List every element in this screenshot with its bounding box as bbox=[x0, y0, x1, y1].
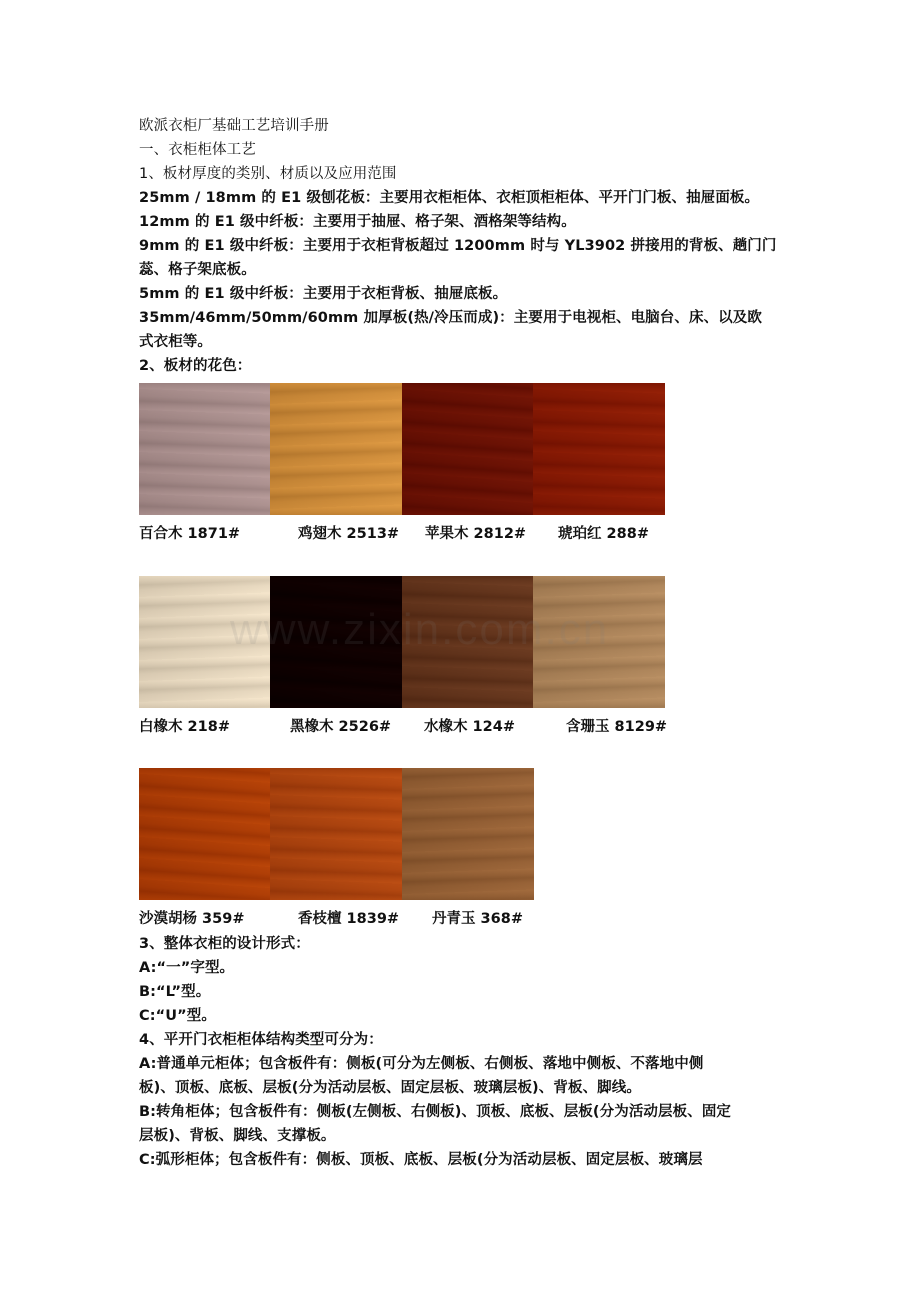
swatch-caption: 百合木 1871# bbox=[139, 526, 241, 542]
paragraph: A:普通单元柜体；包含板件有：侧板(可分为左侧板、右侧板、落地中侧板、不落地中侧 bbox=[139, 1056, 704, 1072]
swatch-caption: 沙漠胡杨 359# bbox=[139, 911, 245, 927]
paragraph: 35mm/46mm/50mm/60mm 加厚板(热/冷压而成)：主要用于电视柜、电脑台、床、以及欧 bbox=[139, 310, 762, 326]
paragraph: 板)、顶板、底板、层板(分为活动层板、固定层板、玻璃层板)、背板、脚线。 bbox=[139, 1080, 641, 1096]
watermark: www.zixin.com.cn bbox=[230, 605, 610, 654]
swatch-caption: 黑橡木 2526# bbox=[290, 719, 392, 735]
wood-swatch-image bbox=[533, 383, 665, 515]
paragraph: 5mm 的 E1 级中纤板：主要用于衣柜背板、抽屉底板。 bbox=[139, 286, 508, 302]
paragraph: 蕊、格子架底板。 bbox=[139, 262, 256, 278]
swatch-caption: 含珊玉 8129# bbox=[566, 719, 668, 735]
wood-swatch-image bbox=[139, 768, 271, 900]
swatch-caption: 鸡翅木 2513# bbox=[298, 526, 400, 542]
swatch-caption: 琥珀红 288# bbox=[558, 526, 649, 542]
swatch-caption: 水橡木 124# bbox=[424, 719, 515, 735]
list-item: C:“U”型。 bbox=[139, 1008, 216, 1024]
wood-swatch-image bbox=[402, 383, 534, 515]
wood-swatch-image bbox=[139, 383, 271, 515]
subsection-heading: 1、板材厚度的类别、材质以及应用范围 bbox=[139, 166, 397, 182]
swatch-caption: 苹果木 2812# bbox=[425, 526, 527, 542]
wood-swatch-image bbox=[270, 768, 402, 900]
paragraph: B:转角柜体；包含板件有：侧板(左侧板、右侧板)、顶板、底板、层板(分为活动层板、固定 bbox=[139, 1104, 732, 1120]
wood-swatch-image bbox=[402, 768, 534, 900]
paragraph: 层板)、背板、脚线、支撑板。 bbox=[139, 1128, 336, 1144]
paragraph: C:弧形柜体；包含板件有：侧板、顶板、底板、层板(分为活动层板、固定层板、玻璃层 bbox=[139, 1152, 703, 1168]
subsection-heading: 3、整体衣柜的设计形式： bbox=[139, 936, 310, 952]
paragraph: 9mm 的 E1 级中纤板：主要用于衣柜背板超过 1200mm 时与 YL3902 拼接用的背板、趟门门 bbox=[139, 238, 777, 254]
section-heading: 一、衣柜柜体工艺 bbox=[139, 142, 256, 158]
list-item: A:“一”字型。 bbox=[139, 960, 235, 976]
list-item: B:“L”型。 bbox=[139, 984, 211, 1000]
paragraph: 式衣柜等。 bbox=[139, 334, 212, 350]
subsection-heading: 4、平开门衣柜柜体结构类型可分为： bbox=[139, 1032, 383, 1048]
swatch-caption: 丹青玉 368# bbox=[432, 911, 523, 927]
paragraph: 25mm / 18mm 的 E1 级刨花板：主要用衣柜柜体、衣柜顶柜柜体、平开门门板、抽屉面板。 bbox=[139, 190, 760, 206]
swatch-caption: 白橡木 218# bbox=[139, 719, 230, 735]
document-title: 欧派衣柜厂基础工艺培训手册 bbox=[139, 118, 329, 134]
swatch-caption: 香枝檀 1839# bbox=[298, 911, 400, 927]
subsection-heading: 2、板材的花色： bbox=[139, 358, 252, 374]
paragraph: 12mm 的 E1 级中纤板：主要用于抽屉、格子架、酒格架等结构。 bbox=[139, 214, 576, 230]
wood-swatch-image bbox=[270, 383, 402, 515]
